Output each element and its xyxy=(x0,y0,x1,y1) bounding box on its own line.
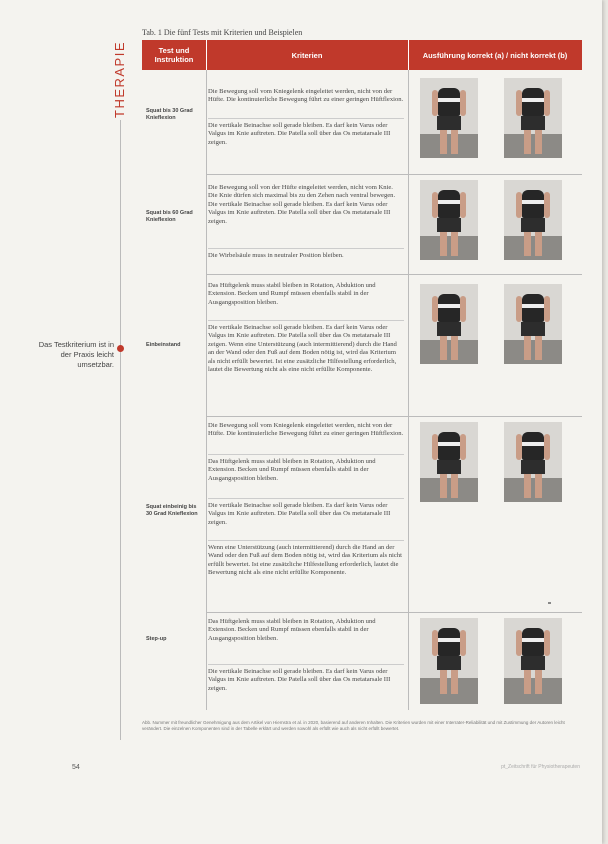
photo-incorrect xyxy=(504,284,562,364)
margin-bullet xyxy=(117,345,124,352)
table-caption: Tab. 1 Die fünf Tests mit Kriterien und Beispielen xyxy=(142,28,303,37)
photo-correct xyxy=(420,422,478,502)
margin-note: Das Testkriterium ist in der Praxis leicht umsetzbar. xyxy=(38,340,114,369)
criteria-text: Das Hüftgelenk muss stabil bleiben in Rotation, Abduktion und Extension. Becken und Rumpf müssen ebenfalls stabil in der Ausgangsposition bleiben. xyxy=(208,458,376,482)
photo-incorrect xyxy=(504,180,562,260)
header-test: Test und Instruktion xyxy=(142,40,207,70)
criteria-text: Die Bewegung soll vom Kniegelenk eingeleitet werden, nicht von der Hüfte. Die kontinuierliche Bewegung führt zu einer geringen Hüftflexion. xyxy=(208,422,404,438)
criteria-divider xyxy=(208,664,404,665)
criteria-text: Die Bewegung soll vom Kniegelenk eingeleitet werden, nicht von der Hüfte. Die kontinuierliche Bewegung führt zu einer geringen Hüftflexion. xyxy=(208,88,404,104)
criteria-text: Die vertikale Beinachse soll gerade bleiben. Es darf kein Varus oder Valgus im Knie auftreten. Die Patella soll über das Os metatarsale III zeigen. Wenn eine Unterstützung (auch intermittierend) durch die Hand an der Wand oder den Fuß auf dem Boden nötig ist, wird das Kriterium als nicht erfüllt bewertet. Ist eine zusätzliche Hilfestellung erforderlich, lautet die Bewertung nicht als eine nicht erfüllte Komponente. xyxy=(208,324,397,374)
photo-correct xyxy=(420,618,478,704)
test-name: Squat einbeinig bis 30 Grad Knieflexion xyxy=(146,504,198,517)
photo-correct xyxy=(420,180,478,260)
table-row xyxy=(142,174,582,274)
criteria-text: Wenn eine Unterstützung (auch intermittierend) durch die Hand an der Wand oder den Fuß auf dem Boden nötig ist, wird das Kriterium als nicht erfüllt bewertet. Ist eine zusätzliche Hilfestellung erforderlich, lautet die Bewertung nicht als eine nicht erfüllte Komponente. xyxy=(208,544,402,577)
criteria-divider xyxy=(208,248,404,249)
test-name: Squat bis 30 Grad Knieflexion xyxy=(146,108,193,121)
criteria-text: Die Bewegung soll von der Hüfte eingeleitet werden, nicht vom Knie. Die Knie dürfen sich maximal bis zu den Zehen nach ventral bewegen. Die vertikale Beinachse soll gerade bleiben. Es darf kein Varus oder Valgus im Knie auftreten. Die Patella soll über das Os metatarsale III zeigen. xyxy=(208,184,396,225)
margin-rule xyxy=(120,120,121,740)
criteria-divider xyxy=(208,540,404,541)
photo-incorrect xyxy=(504,78,562,158)
table-footnote: Abb. Nummer mit freundlicher Genehmigung aus dem Artikel von Hiemstra et al. in 2020, basierend auf anderen Inhalten. Die Kriterien wurden mit einer Interrater-Reliabilität und mit Zustimmung der Autoren leicht verändert. Die einzelnen Komponenten sind in der Tabelle erklärt und werden sowohl als erfüllt wie auch als nicht erfüllt bewertet. xyxy=(142,720,565,731)
test-name: Step-up xyxy=(146,636,167,642)
table-row xyxy=(142,274,582,424)
journal-name: pt_Zeitschrift für Physiotherapeuten xyxy=(501,764,580,770)
header-execution: Ausführung korrekt (a) / nicht korrekt (b) xyxy=(422,50,568,60)
scan-speck xyxy=(548,602,551,604)
section-label: THERAPIE xyxy=(112,40,127,118)
page-number: 54 xyxy=(72,764,80,771)
test-name: Einbeinstand xyxy=(146,342,181,348)
table-row xyxy=(142,70,582,174)
photo-correct xyxy=(420,284,478,364)
header-criteria: Kriterien xyxy=(206,40,409,70)
criteria-text: Die vertikale Beinachse soll gerade bleiben. Es darf kein Varus oder Valgus im Knie auftreten. Die Patella soll über das Os metatarsale III zeigen. xyxy=(208,122,391,146)
criteria-divider xyxy=(208,454,404,455)
photo-correct xyxy=(420,78,478,158)
criteria-divider xyxy=(208,320,404,321)
table-row xyxy=(142,416,582,612)
criteria-divider xyxy=(208,118,404,119)
photo-incorrect xyxy=(504,618,562,704)
criteria-text: Das Hüftgelenk muss stabil bleiben in Rotation, Abduktion und Extension. Becken und Rumpf müssen ebenfalls stabil in der Ausgangsposition bleiben. xyxy=(208,618,376,642)
photo-incorrect xyxy=(504,422,562,502)
test-table xyxy=(142,40,582,710)
test-name: Squat bis 60 Grad Knieflexion xyxy=(146,210,193,223)
criteria-divider xyxy=(208,498,404,499)
criteria-text: Die vertikale Beinachse soll gerade bleiben. Es darf kein Varus oder Valgus im Knie auftreten. Die Patella soll über das Os metatarsale III zeigen. xyxy=(208,668,391,692)
criteria-text: Die vertikale Beinachse soll gerade bleiben. Es darf kein Varus oder Valgus im Knie auftreten. Die Patella soll über das Os metatarsale III zeigen. xyxy=(208,502,391,526)
table-row xyxy=(142,612,582,710)
criteria-text: Das Hüftgelenk muss stabil bleiben in Rotation, Abduktion und Extension. Becken und Rumpf müssen ebenfalls stabil in der Ausgangsposition bleiben. xyxy=(208,282,376,306)
criteria-text: Die Wirbelsäule muss in neutraler Position bleiben. xyxy=(208,252,344,259)
table-header xyxy=(142,40,582,70)
